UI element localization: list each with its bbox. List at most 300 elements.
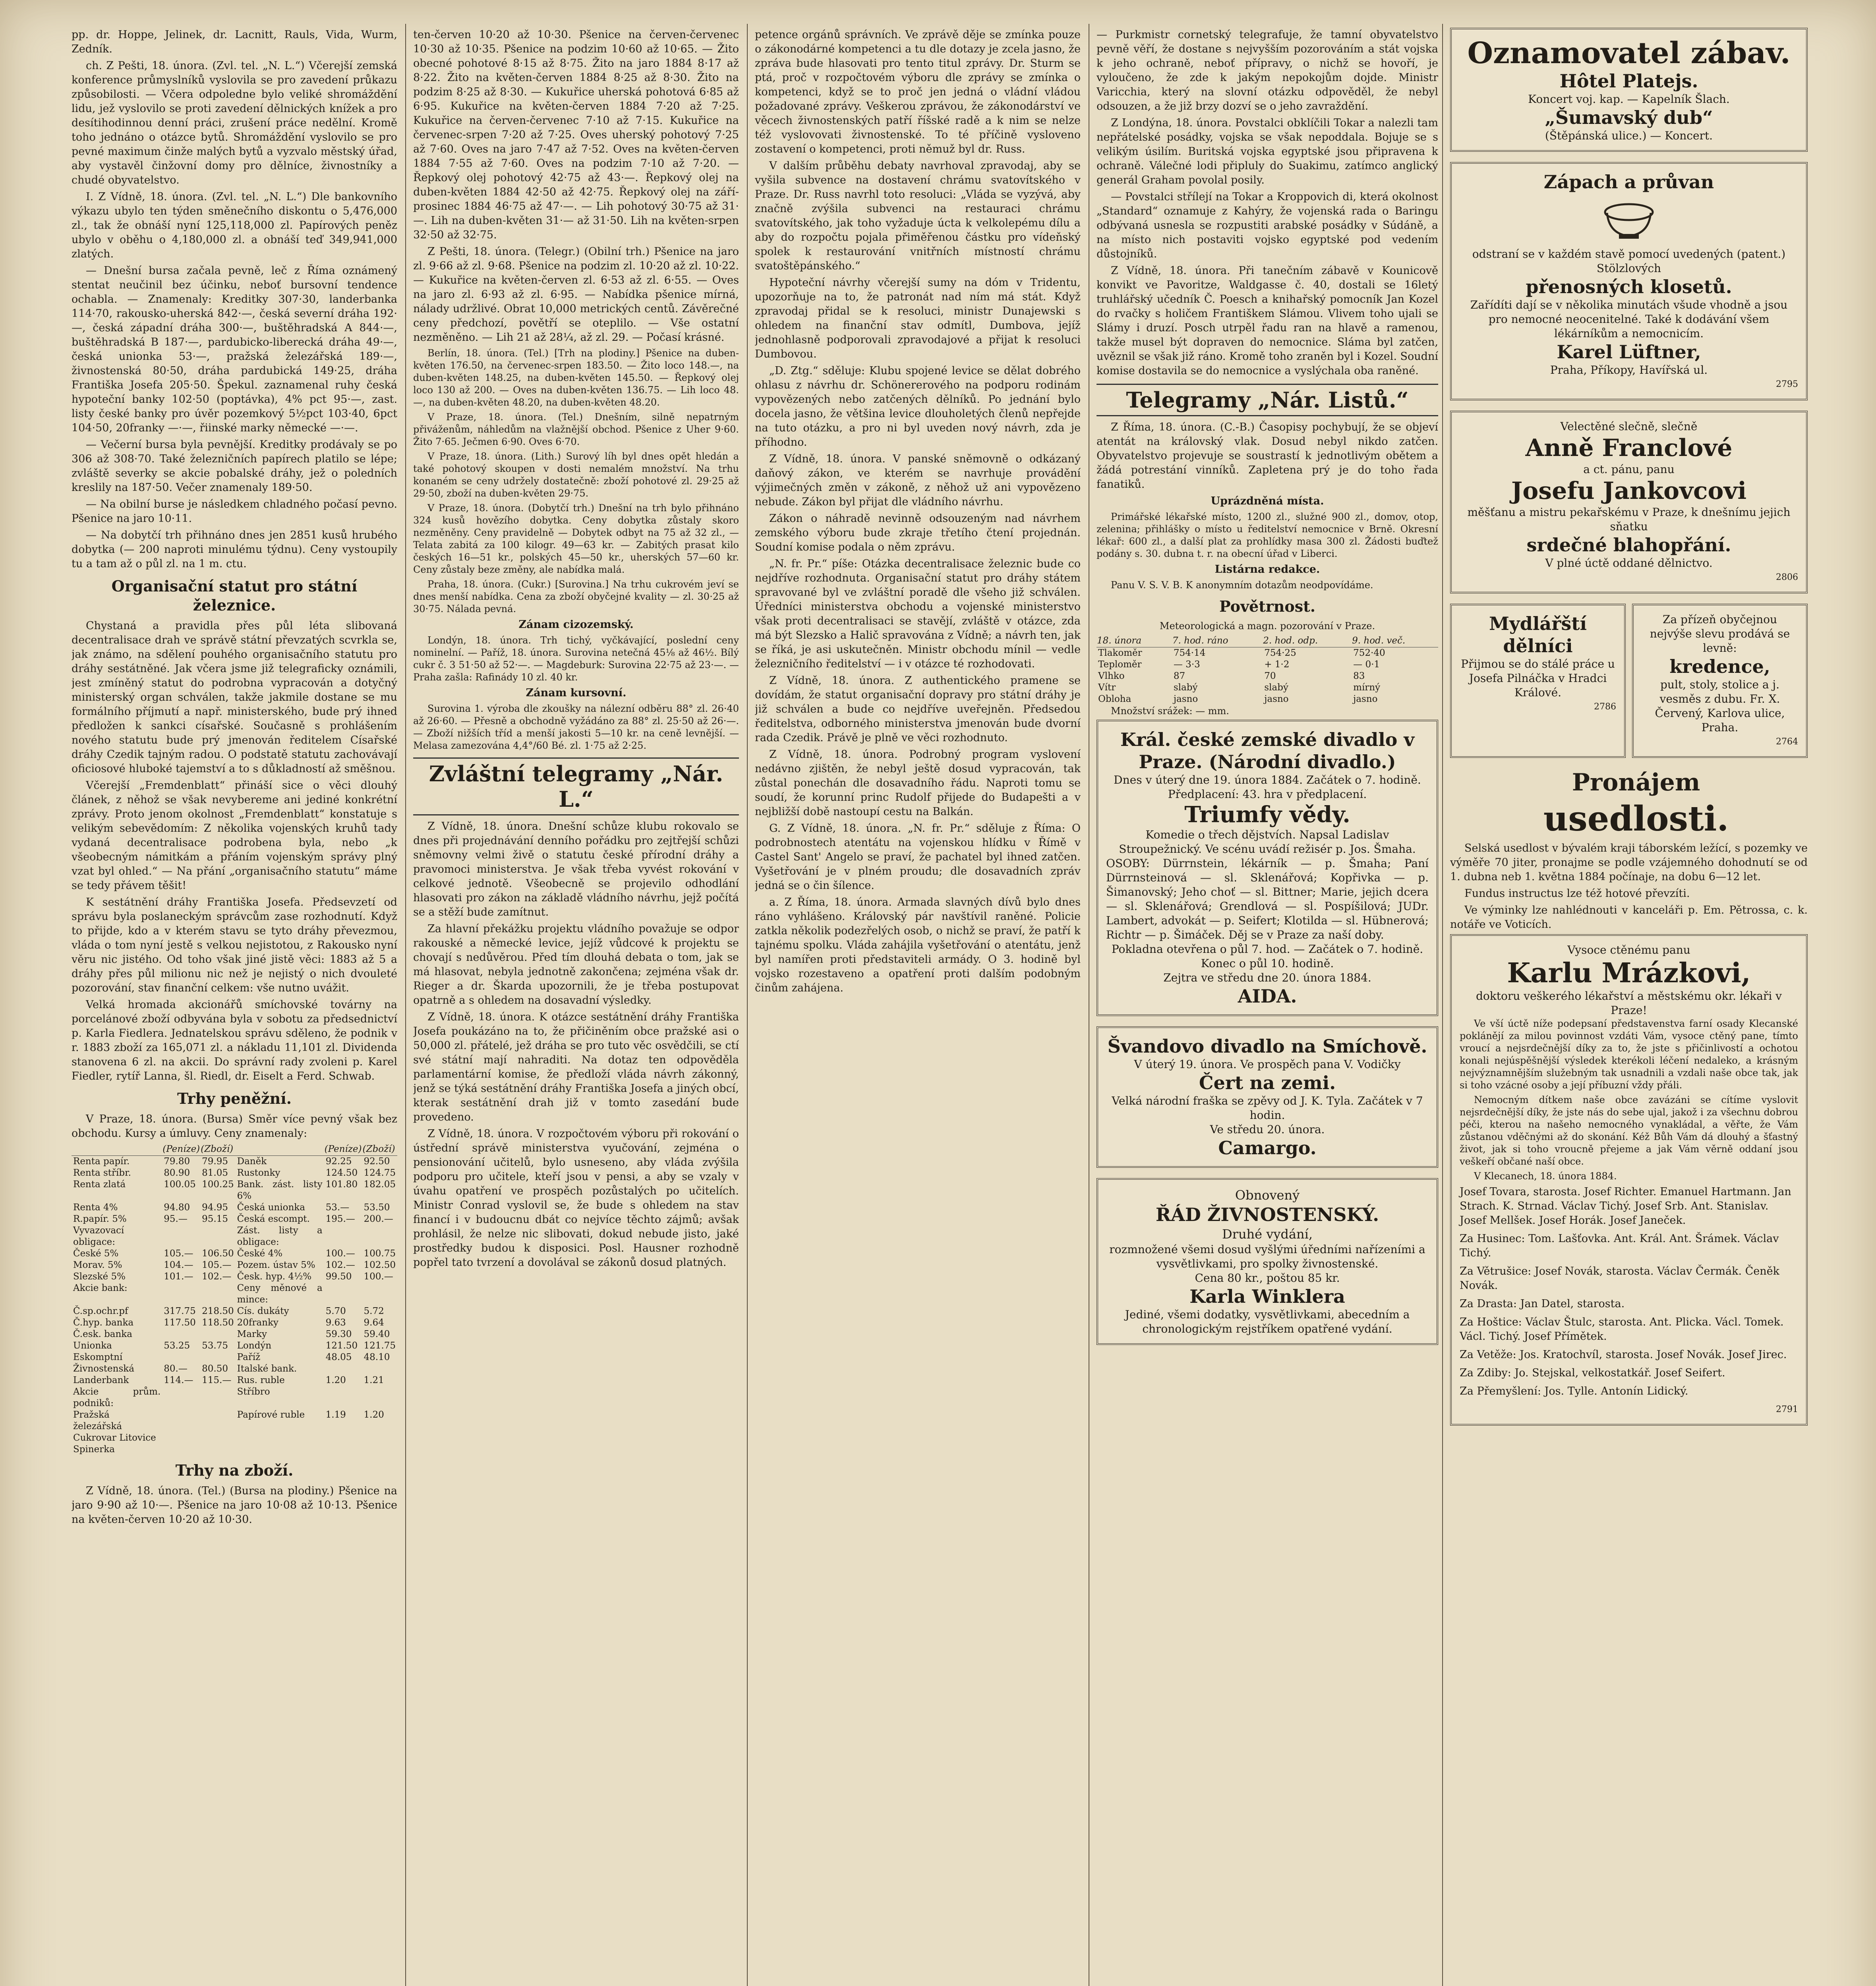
column-rule xyxy=(405,24,406,1986)
table-cell: Tlakoměr xyxy=(1098,648,1142,658)
article-text: — Dnešní bursa začala pevně, leč z Říma oznámený stentat neučinil bez účinku, neboť bursovní tendence ochabla. — Znamenaly: Kreditky 307·30, landerbanka 114·70, rakousko-uherská 842·—, česká severní dráha 192·—, česká západní dráha 300·—, buštěhradská A 844·—, buštěhradská B 187·—, pardubicko-liberecká dráha 49·—, česká unionka 53·—, pražská železářská 189·—, živnostenská 80·50, dráha pardubická 149·25, dráha Františka Josefa 205·50. Špekul. zaznamenal ruhy česká hypoteční banky 102·50 (poptávka), 4% pct 95·—, zast. listy české banky pro úvěr pozemkový 5½pct 103·40, 6pct 104·50, 20franky —·—, řiinské marky německé —·—. xyxy=(72,265,397,434)
table-cell xyxy=(162,1386,200,1409)
table-cell: 101.— xyxy=(164,1271,193,1282)
closet-ad-text: Zařídíti dají se v několika minutách všude vhodně a jsou pro nemocné neocenitelné. Také k dodávání všem lékárníkům a nemocnicím. xyxy=(1470,298,1788,340)
weather-table xyxy=(1097,635,1438,705)
table-cell: 754·14 xyxy=(1173,648,1206,658)
table-cell: slabý xyxy=(1264,682,1288,693)
table-cell: Bank. zást. listy 6% xyxy=(237,1179,323,1201)
ad-number: 2786 xyxy=(1594,702,1616,712)
table-cell: Stříbro xyxy=(237,1387,270,1397)
table-cell: Renta 4% xyxy=(73,1202,118,1213)
article-text: petence orgánů správních. Ve zprávě děje se zmínka pouze o zákonodárné kompetenci a tu dle dotazy je zcela jasno, že zpráva bude hlasovati pro tento titul zprávy. Dr. Sturm se ptá, proč v rozpočtovém výboru dle zprávy se zmínka o kompetenci, když se to proč jen jedná o vládní vládou požadované zprávy. Veškerou zprávou, že zákonodárství ve věcech živnostenských patří říšské radě a k nim se nelze též vyslovovati živnostenské. To té příčině vysloveno zostavení o kompetenci, proti němuž byl dr. Russ. xyxy=(755,29,1081,155)
table-cell: Londýn xyxy=(237,1341,272,1351)
article-text: — Purkmistr cornetský telegrafuje, že tamní obyvatelstvo pevně věří, že dostane s nejvyšším pozorováním a stát vojska k jeho ochraně, neboť přípravy, o nichž se hovoří, je vyloučeno, že zde k jakým nepokojům dojde. Ministr Varicchia, který na slovní otázku odpověděl, že nebyl odsouzen, a že již brzy dozví se o jeho zavraždění. xyxy=(1097,29,1438,112)
closet-ad-sub: odstraní se v každém stavě pomocí uvedených (patent.) Stölzlových xyxy=(1472,247,1786,275)
column-3 xyxy=(755,28,1081,1986)
table-header: 7. hod. ráno xyxy=(1172,635,1263,647)
table-cell xyxy=(200,1225,235,1248)
table-row xyxy=(1097,682,1438,694)
article-text: Za hlavní překážku projektu vládního považuje se odpor rakouské a německé levice, jejíž vůdcové k projektu se chovají s nedůvěrou. Před tím dlouhá debata o tom, jak se má hlasovat, nebyla jednotně zakončena; zejména však dr. Rieger a dr. Škarda upozornili, že je třeba postupovat opatrně a s ohledem na dosavadní výsledky. xyxy=(413,923,739,1007)
exchange-table xyxy=(72,1143,397,1455)
bride-name: Anně Franclové xyxy=(1525,434,1733,462)
table-cell: 101.80 xyxy=(325,1179,358,1190)
table-cell: 94.80 xyxy=(164,1202,190,1213)
table-cell: Akcie bank: xyxy=(73,1283,128,1293)
table-cell: Vítr xyxy=(1098,682,1116,693)
book-ad-publisher: Karla Winklera xyxy=(1189,1286,1345,1307)
thanks-line: doktoru veškerého lékařství a městskému okr. lékaři v Praze! xyxy=(1476,989,1782,1017)
dub-sub: (Štěpánská ulice.) — Koncert. xyxy=(1545,129,1713,142)
play-title: Triumfy vědy. xyxy=(1184,802,1350,828)
table-cell: Daněk xyxy=(237,1156,267,1167)
entertainment-ad xyxy=(1450,28,1808,152)
table-cell: 118.50 xyxy=(202,1318,234,1328)
list-item: Za Přemyšlení: Jos. Tylle. Antonín Lidický. xyxy=(1460,1385,1688,1397)
list-item: Josef Tovara, starosta. Josef Richter. Emanuel Hartmann. Jan Strach. K. Strnad. Václav Tichý. Josef Srb. Ant. Stanislav. Josef Mellšek. Josef Horák. Josef Janeček. xyxy=(1460,1186,1791,1227)
table-header: (Zboží) xyxy=(362,1143,398,1156)
table-cell: 48.10 xyxy=(364,1352,390,1362)
table-cell: 1.20 xyxy=(325,1375,346,1385)
table-cell xyxy=(362,1283,398,1306)
table-cell: 100.75 xyxy=(364,1248,396,1259)
article-text: ch. Z Pešti, 18. února. (Zvl. tel. „N. L.“) Včerejší zemská konference průmyslníků vyslovila se pro zavedení průkazu způsobilosti. — Včera odpoledne bylo veliké shromáždění lidu, jež vyslovilo se proti zavedení dělnických knížek a pro desítihodinnou denní práci, zrušení práce nedělní. Kromě toho jednáno o otázce bytů. Shromáždění vyslovilo se pro pevné maximum činže malých bytů a vyzvalo městský úřad, aby vystavěl činžovní domy pro dělníce, živnostníky a chudé obyvatelstvo. xyxy=(72,60,397,186)
table-cell: 102.— xyxy=(202,1271,232,1282)
table-cell: 48.05 xyxy=(325,1352,352,1362)
dub-name: „Šumavský dub“ xyxy=(1545,107,1713,128)
book-ad-line: Obnovený xyxy=(1235,1188,1300,1203)
table-cell: Renta papír. xyxy=(73,1156,130,1167)
article-text: Londýn, 18. února. Trh tichý, vyčkávající, poslední ceny nominelní. — Paříž, 18. února. Surovina netečná 45⅛ až 46½. Bílý cukr č. 3 51·50 až 52·—. — Magdeburk: Surovina 22·75 až 23·—. — Praha zašla: Rafinády 10 zl. 40 kr. xyxy=(413,635,739,683)
table-cell: R.papír. 5% xyxy=(73,1214,127,1224)
table-cell: 102.50 xyxy=(364,1260,396,1270)
table-cell: 218.50 xyxy=(202,1306,234,1316)
table-row xyxy=(72,1352,397,1363)
table-cell xyxy=(200,1432,235,1444)
table-cell xyxy=(324,1363,362,1375)
column-1 xyxy=(72,28,397,1986)
table-cell xyxy=(162,1409,200,1432)
table-cell: České 4% xyxy=(237,1248,283,1259)
table-cell xyxy=(324,1283,362,1306)
table-cell: Renta stříbr. xyxy=(73,1168,131,1178)
table-cell: 95.15 xyxy=(202,1214,228,1224)
table-cell: 92.50 xyxy=(364,1156,390,1167)
thanks-text: Ve vší úctě níže podepsaní představenstva farní osady Klecanské poklánějí za milou povinnost vzdáti Vám, vysoce ctěný pane, tímto vroucí a nejsrdečnější díky za to, že jste s přičinlivostí a ochotou konali nejúspěšnější výsledek kterékoli léčení nedaleko, a krásným nejvýznamnějším služebným tak usnadnili a vzdali naše obce tak, jak si toho vzácné osoby a její příbuzní vždy přáli. xyxy=(1460,1018,1798,1091)
section-heading: Telegramy „Nár. Listů.“ xyxy=(1097,384,1438,416)
list-item: Za Drasta: Jan Datel, starosta. xyxy=(1460,1298,1625,1310)
article-text: Z Londýna, 18. února. Povstalci obklíčili Tokar a nalezli tam nepřátelské posádky, vojska se však nepoddala. Bojuje se s velikým úsilím. Buritská vojska egyptské jsou připravena k ochraně. Válečné lodi připluly do Suakimu, zatímco anglický generál Graham povolal posily. xyxy=(1097,117,1438,186)
greeting-wish: srdečné blahopřání. xyxy=(1526,534,1731,556)
table-cell xyxy=(200,1444,235,1455)
thanks-line: Vysoce ctěnému panu xyxy=(1567,943,1690,956)
section-heading: Zvláštní telegramy „Nár. L.“ xyxy=(413,757,739,815)
lease-heading: Pronájem xyxy=(1572,769,1700,796)
table-cell: 121.50 xyxy=(325,1341,358,1351)
table-cell: 53.75 xyxy=(202,1341,228,1351)
article-text: Praha, 18. února. (Cukr.) [Surovina.] Na trhu cukrovém jeví se dnes menší nabídka. Cena za zboží obyčejné kvality — zl. 30·25 až 30·75. Nálada pevná. xyxy=(413,579,739,614)
article-text: Z Vídně, 18. února. Z authentického pramene se dovídám, že statut organisační dopravy pro státní dráhy je již schválen a bude co nejdříve uveřejněn. Předsedou ředitelstva, odborného ministerstva jmenován bude dvorní rada Czedik. Právě je plně ve věci rozhodnuto. xyxy=(755,674,1081,744)
table-row xyxy=(1097,659,1438,670)
table-cell: 95.— xyxy=(164,1214,188,1224)
column-2 xyxy=(413,28,739,1986)
svanda-next: Ve středu 20. února. xyxy=(1210,1123,1325,1136)
table-cell: Vyvazovací obligace: xyxy=(73,1225,124,1247)
table-cell: jasno xyxy=(1264,694,1289,704)
table-row xyxy=(72,1409,397,1432)
table-cell: Papírové ruble xyxy=(237,1410,305,1420)
play-times: Pokladna otevřena o půl 7. hod. — Začátek o 7. hodině. Konec o půl 10. hodině. xyxy=(1111,943,1423,970)
table-cell: Marky xyxy=(237,1329,267,1339)
article-text: „N. fr. Pr.“ píše: Otázka decentralisace železnic bude co nejdříve rozhodnuta. Organisační statut pro dráhy státem spravované byl ve zvláštní poradě dle všeho již schválen. Úředníci ministerstva obchodu a vojenské ministerstvo však proti decentralisaci se stavějí, zvláště v otázce, zda má být Slezsko a Halič spravována z Vídně; a návrh ten, jak se říká, je asi uskutečněn. Ministr obchodu mínil — vedle železničního ředitelství — i v otázce té rozhodovati. xyxy=(755,558,1081,670)
table-cell: 100.25 xyxy=(202,1179,234,1190)
svanda-play2: Camargo. xyxy=(1218,1137,1317,1159)
table-cell: 117.50 xyxy=(164,1318,196,1328)
table-cell: Eskomptní xyxy=(73,1352,123,1362)
table-cell: 83 xyxy=(1353,671,1365,681)
table-cell xyxy=(236,1444,324,1455)
ad-number: 2795 xyxy=(1776,379,1798,389)
table-cell xyxy=(362,1225,398,1248)
table-cell: jasno xyxy=(1353,694,1378,704)
table-cell: 87 xyxy=(1173,671,1186,681)
table-cell xyxy=(362,1432,398,1444)
table-cell: Česk. hyp. 4½% xyxy=(237,1271,312,1282)
table-row xyxy=(72,1283,397,1306)
table-cell: 1.20 xyxy=(364,1410,384,1420)
ad-number: 2791 xyxy=(1776,1404,1798,1414)
table-row xyxy=(72,1317,397,1329)
list-item: Za Zdiby: Jo. Stejskal, velkostatkář. Josef Seifert. xyxy=(1460,1367,1725,1379)
table-row xyxy=(72,1306,397,1317)
lease-text: Fundus instructus lze též hotové převzíti. xyxy=(1464,887,1690,900)
table-row xyxy=(1097,647,1438,659)
next-date: Zejtra ve středu dne 20. února 1884. xyxy=(1163,971,1371,984)
table-cell: Obloha xyxy=(1098,694,1131,704)
table-cell: 195.— xyxy=(325,1214,355,1224)
table-cell: Slezské 5% xyxy=(73,1271,126,1282)
soapmaker-title: Mydlářští dělníci xyxy=(1489,613,1587,657)
article-text: Surovina 1. výroba dle zkoušky na nálezní odběru 88° zl. 26·40 až 26·60. — Přesně a obchodně vyžádáno za 88° zl. 25·50 až 26·—. — Zboží nižších tříd a menší jakosti 5—10 kr. na ceně levnější. — Melasa zamezována 4,4°/60 Bé. zl. 1·75 až 2·25. xyxy=(413,703,739,751)
table-cell: 104.— xyxy=(164,1260,193,1270)
article-text: V Praze, 18. února. (Bursa) Směr více pevný však bez obchodu. Kursy a úmluvy. Ceny znamenaly: xyxy=(72,1113,397,1140)
table-row xyxy=(72,1156,397,1168)
signers-list xyxy=(1460,1185,1798,1399)
table-row xyxy=(72,1363,397,1375)
play-cast: OSOBY: Dürrnstein, lékárník — p. Šmaha; Paní Dürrnsteinová — sl. Sklenářová; Kopřivka — p. Šimanovský; Jeho choť — sl. Bittner; Marie, jejich dcera — sl. Sklenářová; Grendlová — sl. Pospíšilová; JUDr. Lambert, advokát — p. Seifert; Klotilda — sl. Hübnerová; Richtr — p. Šimáček. Děj se v Praze za naší doby. xyxy=(1106,857,1429,941)
table-cell: 81.05 xyxy=(202,1168,228,1178)
table-header: (Peníze) xyxy=(324,1143,362,1156)
table-cell: 99.50 xyxy=(325,1271,352,1282)
table-cell xyxy=(362,1363,398,1375)
table-cell: mírný xyxy=(1353,682,1381,693)
table-cell: 752·40 xyxy=(1353,648,1385,658)
table-row xyxy=(72,1432,397,1444)
table-cell xyxy=(200,1352,235,1363)
table-cell: slabý xyxy=(1173,682,1198,693)
table-row xyxy=(1097,670,1438,682)
table-cell: 100.05 xyxy=(164,1179,196,1190)
table-cell xyxy=(362,1444,398,1455)
svanda-play: Čert na zemi. xyxy=(1199,1072,1336,1093)
article-text: „D. Ztg.“ sděluje: Klubu spojené levice se dělat dobrého ohlasu z návrhu dr. Schönererového na podporu rodinám vypovězených nebo zatčených dělníků. Po jednání bylo docela jasno, že většina levice dlouholetých členů nepřejde na tuto otázku, a pro ni byl uveden nový návrh, zda je příhodno. xyxy=(755,365,1081,448)
article-text: V dalším průběhu debaty navrhoval zpravodaj, aby se vyšila subvence na dostavení chrámu svatovítského v Praze. Dr. Russ navrhl toto resoluci: „Vláda se vyzývá, aby značně zvýšila subvenci na restauraci chrámu svatovítského, jak toho vyžaduje úcta k velkolepému dílu a aby do rozpočtu pojala přiměřenou částku pro vídeňský spolek k restaurování vnitřních místností chrámu svatoštěpánského.“ xyxy=(755,160,1081,272)
cupboard-title: kredence, xyxy=(1669,656,1770,677)
table-cell: 53.— xyxy=(325,1202,350,1213)
article-text: pp. dr. Hoppe, Jelinek, dr. Lacnitt, Rauls, Vida, Wurm, Zedník. xyxy=(72,29,397,55)
greeting-line: Velectěné slečně, slečně xyxy=(1560,420,1698,433)
table-cell: jasno xyxy=(1173,694,1198,704)
table-cell: 200.— xyxy=(364,1214,393,1224)
table-cell xyxy=(162,1225,200,1248)
table-cell: 115.— xyxy=(202,1375,232,1385)
svanda-date: V úterý 19. února. Ve prospěch pana V. Vodičky xyxy=(1134,1058,1401,1071)
table-cell: 102.— xyxy=(325,1260,355,1270)
table-cell: 5.70 xyxy=(325,1306,346,1316)
closet-ad-product: přenosných klosetů. xyxy=(1526,276,1732,298)
table-cell: 317.75 xyxy=(164,1306,196,1316)
table-cell: 79.95 xyxy=(202,1156,228,1167)
entertainment-title: Oznamovatel zábav. xyxy=(1467,36,1791,70)
ad-number: 2806 xyxy=(1776,572,1798,582)
article-text: Z Vídně, 18. února. Při tanečním zábavě v Kounicově konvikt ve Pavoritze, Waldgasse č. 40, dostali se 16letý truhlářský učedník Č. Poesch a knihařský pomocník Jan Kozel do rvačky s holičem Františkem Slámou. Vlivem toho ujali se Slámy i druzí. Posch utrpěl řadu ran na hlavě a ramenou, takže musel být dopraven do nemocnice. Sláma byl zatčen, uvěznil se však již ráno. Kromě toho zraněn byl i Kozel. Soudní komise dostavila se do nemocnice a vyslýchala oba raněné. xyxy=(1097,265,1438,377)
book-ad-line: rozmnožené všemi dosud vyšlými úředními nařízeními a vysvětlivkami, pro spolky živnostenské. xyxy=(1109,1243,1425,1270)
article-text: — Na obilní burse je následkem chladného počasí pevno. Pšenice na jaro 10·11. xyxy=(72,498,397,525)
closet-ad-merchant: Karel Lüftner, xyxy=(1557,341,1701,363)
doctor-name: Karlu Mrázkovi, xyxy=(1507,957,1751,989)
table-cell xyxy=(200,1409,235,1432)
table-cell xyxy=(324,1444,362,1455)
table-cell: Živnostenská xyxy=(73,1364,134,1374)
thanks-ad xyxy=(1450,934,1808,1426)
table-header: 18. února xyxy=(1097,635,1172,647)
table-cell: Cukrovar Litovice xyxy=(73,1433,156,1443)
table-row xyxy=(72,1375,397,1386)
table-cell: 100.— xyxy=(325,1248,355,1259)
svanda-theatre-ad xyxy=(1097,1026,1438,1168)
hotel-name: Hôtel Platejs. xyxy=(1559,70,1698,92)
table-cell: Akcie prům. podniků: xyxy=(73,1387,161,1408)
article-text: Berlín, 18. února. (Tel.) [Trh na plodiny.] Pšenice na duben-květen 176.50, na červenec-srpen 183.50. — Žito loco 148.—, na duben-květen 148.25, na duben-květen 145.50. — Řepkový olej loco 130 až 200. — Oves na duben-květen 136.75. — Lih loco 48.—, na duben-květen 48.20, na duben-květen 48.20. xyxy=(413,348,739,408)
article-text: Z Vídně, 18. února. V rozpočtovém výboru při rokování o ústřední správě ministerstva vyučování, zejména o pensionování učitelů, bylo usneseno, aby vláda zvýšila podporu pro učitele, kteří jsou v pensi, a aby se vzaly v úvahu opatření ve prospěch pozůstalých po učitelích. Ministr Conrad vyslovil se, že bude s ohledem na stav financí i v budoucnu dbát co nejvíce těchto zájmů; avšak prohlásil, že nelze nic slibovati, dokud nebude jisto, jaké prostředky budou k disposici. Posl. Hausner rozhodně popřel tato tvrzení a dovolával se zákonů dosud platných. xyxy=(413,1128,739,1269)
article-text: Velká hromada akcionářů smíchovské továrny na porcelánové zboží odbyvána byla v sobotu za předsednictví p. Karla Fiedlera. Jednatelskou správu sděleno, že podnik v r. 1883 zboží za 165,071 zl. a nákladu 11,101 zl. Dividenda stanovena 6 zl. na akcii. Do správní rady zvoleni p. Karel Fiedler, rytíř Lanna, šl. Riedl, dr. Eiselt a Ferd. Schwab. xyxy=(72,999,397,1082)
article-text: Z Vídně, 18. února. Dnešní schůze klubu rokovalo se dnes při projednávání denního pořádku pro zejtřejší schůzi sněmovny velmi živě o statutu české přírodní dráhy a pravomoci ministerstva. Je však třeba vyvést rokování v celkové jednotě. Všeobecně se projevilo odhodlání hlasovati pro zákon na základě vládního návrhu, jejž počítá se a stěží bude zamítnut. xyxy=(413,820,739,918)
toilet-illustration xyxy=(1597,196,1661,240)
table-cell: 70 xyxy=(1264,671,1276,681)
table-cell: Vlhko xyxy=(1098,671,1125,681)
subheading: Zánam kursovní. xyxy=(526,687,627,699)
table-cell: 124.75 xyxy=(364,1168,396,1178)
table-cell: 114.— xyxy=(164,1375,193,1385)
table-cell xyxy=(200,1283,235,1306)
table-header xyxy=(236,1143,324,1156)
table-cell: 106.50 xyxy=(202,1248,234,1259)
table-row xyxy=(72,1340,397,1352)
table-cell xyxy=(324,1386,362,1409)
table-cell: Č.sp.ochr.pf xyxy=(73,1306,128,1316)
closet-ad-title: Zápach a průvan xyxy=(1543,171,1714,193)
column-rule xyxy=(1442,24,1443,1986)
table-cell: Unionka xyxy=(73,1341,112,1351)
table-cell: 754·25 xyxy=(1264,648,1296,658)
greeting-line: a ct. pánu, panu xyxy=(1583,463,1675,476)
table-row xyxy=(72,1386,397,1409)
soapmaker-ad xyxy=(1450,604,1626,758)
table-cell: 105.— xyxy=(164,1248,193,1259)
table-row xyxy=(1097,694,1438,705)
table-cell: 94.95 xyxy=(202,1202,228,1213)
table-cell xyxy=(324,1225,362,1248)
table-cell: Č.esk. banka xyxy=(73,1329,132,1339)
table-cell: 124.50 xyxy=(325,1168,358,1178)
list-item: Za Hoštice: Václav Štulc, starosta. Ant. Plicka. Václ. Tomek. Václ. Tichý. Josef Přímětek. xyxy=(1460,1316,1784,1343)
table-cell: České 5% xyxy=(73,1248,119,1259)
table-cell: Morav. 5% xyxy=(73,1260,122,1270)
svanda-title: Švandovo divadlo na Smíchově. xyxy=(1107,1036,1427,1057)
table-cell: 53.50 xyxy=(364,1202,390,1213)
article-text: Z Říma, 18. února. (C.-B.) Časopisy pochybují, že se objeví atentát na královský vlak. Dosud nebyl nikdo zatčen. Obyvatelstvo projevuje se soustrastí k jednotlivým obětem a žádá potrestání vinníků. Zapletena prý je do toho řada fanatiků. xyxy=(1097,421,1438,491)
table-cell xyxy=(162,1283,200,1306)
theatre-date: Dnes v úterý dne 19. února 1884. Začátek o 7. hodině. Předplacení: 43. hra v předplacení. xyxy=(1114,773,1421,801)
article-text: Z Pešti, 18. února. (Telegr.) (Obilní trh.) Pšenice na jaro zl. 9·66 až zl. 9·68. Pšenice na podzim zl. 10·20 až zl. 10·22. — Kukuřice na květen-červen zl. 6·53 až zl. 6·55. — Oves na jaro zl. 6·93 až zl. 6·95. — Nabídka pšenice mírná, nálady udržlivé. Obrat 10,000 metrických centů. Závěrečné ceny předchozí, povětří se oteplilo. — Vše ostatní nezměněno. — Lih 21 až 28¼, až zl. 29. — Počasí krásné. xyxy=(413,245,739,344)
play-subtitle: Komedie o třech dějstvích. Napsal Ladislav Stroupežnický. Ve scénu uvádí režisér p. Jos. Šmaha. xyxy=(1119,828,1416,856)
table-cell: Pozem. ústav 5% xyxy=(237,1260,315,1270)
table-cell: 105.— xyxy=(202,1260,232,1270)
ad-number: 2764 xyxy=(1776,737,1798,747)
table-cell: Česká unionka xyxy=(237,1202,305,1213)
greeting-signature: V plné úctě oddané dělnictvo. xyxy=(1545,556,1713,570)
svanda-play-sub: Velká národní fraška se zpěvy od J. K. Tyla. Začátek v 7 hodin. xyxy=(1112,1094,1423,1122)
table-header: 2. hod. odp. xyxy=(1263,635,1352,647)
article-text: Z Vídně, 18. února. V panské sněmovně o odkázaný daňový zákon, ve kterém se navrhuje provádění výjimečných změn v zákoně, z něhož už ani vypovězeno nebude. Zákon byl přijat dle vládního návrhu. xyxy=(755,453,1081,508)
greeting-line: měšťanu a mistru pekařskému v Praze, k dnešnímu jejich sňatku xyxy=(1467,506,1791,533)
small-ads-row xyxy=(1450,604,1808,758)
table-cell xyxy=(162,1329,200,1340)
table-cell xyxy=(162,1432,200,1444)
table-cell xyxy=(362,1386,398,1409)
table-cell: Ceny měnové a mince: xyxy=(237,1283,323,1305)
table-header: (Peníze) xyxy=(162,1143,200,1156)
hotel-sub: Koncert voj. kap. — Kapelník Šlach. xyxy=(1528,93,1730,106)
wedding-greeting xyxy=(1450,411,1808,593)
soapmaker-text: Přijmou se do stálé práce u Josefa Pilnáčka v Hradci Králové. xyxy=(1461,657,1615,699)
column-5 xyxy=(1450,28,1808,1986)
book-ad-line: Druhé vydání, xyxy=(1222,1227,1313,1242)
table-cell: 59.40 xyxy=(364,1329,390,1339)
article-text: G. Z Vídně, 18. února. „N. fr. Pr.“ sděluje z Říma: O podrobnostech atentátu na vojenskou hlídku v Římě v Castel Sant' Angelo se praví, že pachatel byl ihned zatčen. Vyšetřování je v plném proudu; dle dosavadních zpráv jedná se o čin šílence. xyxy=(755,822,1081,892)
closet-ad-address: Praha, Příkopy, Havířská ul. xyxy=(1550,363,1708,377)
table-header: (Zboží) xyxy=(200,1143,235,1156)
table-row xyxy=(72,1179,397,1202)
table-cell xyxy=(200,1386,235,1409)
thanks-text: Nemocným dítkem naše obce zavázáni se cítíme vyslovit nejsrdečnější díky, že jste nás do sebe ujal, jakož i za všechnu dobrou péči, kterou na našeho nemocného vynakládal, a věřte, že Vám zůstanou vděčnými až do skonání. Kéž Bůh Vám dá dlouhý a šťastný život, jak si toho vroucně přejeme a jak Vám věrně oddaní jsou veškeří občané naší obce. xyxy=(1460,1094,1798,1167)
table-cell: 80.— xyxy=(164,1364,188,1374)
groom-name: Josefu Jankovcovi xyxy=(1511,477,1747,505)
table-cell: Rus. ruble xyxy=(237,1375,285,1385)
table-cell: 5.72 xyxy=(364,1306,384,1316)
article-text: — Povstalci střílejí na Tokar a Kroppovich di, která okolnost „Standard“ oznamuje z Kahýry, že vojenská rada o Baringu odbývaná usnesla se rozpustiti arabské posádky v Súdáně, a na místo nich postaviti vojsko egyptské pod vedením důstojníků. xyxy=(1097,191,1438,260)
table-cell: 9.64 xyxy=(364,1318,384,1328)
section-heading: Organisační statut pro státní železnice. xyxy=(111,577,358,614)
table-cell: Paříž xyxy=(237,1352,261,1362)
table-cell: Cís. dukáty xyxy=(237,1306,289,1316)
list-item: Za Vetěže: Jos. Kratochvíl, starosta. Josef Novák. Josef Jirec. xyxy=(1460,1348,1787,1361)
table-cell: 80.90 xyxy=(164,1168,190,1178)
table-cell: — 0·1 xyxy=(1353,659,1380,670)
book-ad-title: ŘÁD ŽIVNOSTENSKÝ. xyxy=(1155,1204,1379,1225)
article-text: Z Vídně, 18. února. K otázce sestátnění dráhy Františka Josefa poukázáno na to, že přičiněním obce pražské asi o 50,000 zl. přátelé, jež dráha se pro tuto věc osvědčili, se ctí své státní mají nahraditi. Na dotaz ten odpověděla parlamentární komise, že předloží vláda návrh zákonný, jenž se týká sestátnění dráhy Františka Josefa a jiných obcí, kterak sestátnění drah již v tomto zasedání bude provedeno. xyxy=(413,1011,739,1123)
article-text: ten-červen 10·20 až 10·30. Pšenice na červen-červenec 10·30 až 10·35. Pšenice na podzim 10·60 až 10·65. — Žito obecné pohotové 8·15 až 8·75. Žito na jaro 1884 8·17 až 8·22. Žito na květen-červen 1884 8·25 až 8·30. Žito na podzim 8·25 až 8·30. — Kukuřice uherská pohotová 6·85 až 6·95. Kukuřice na květen-červen 1884 7·20 až 7·25. Kukuřice na červen-červenec 7·10 až 7·15. Kukuřice na červenec-srpen 7·20 až 7·25. Oves uherský pohotový 7·25 až 7·60. Oves na jaro 7·47 až 7·52. Oves na květen-červen 1884 7·55 až 7·60. Oves na podzim 7·10 až 7·20. — Řepkový olej pohotový 42·75 až 43·—. Řepkový olej na duben-květen 1884 42·50 až 42·75. Řepkový olej na září-prosinec 1884 46·75 až 47·—. — Lih pohotový 30·75 až 31·—. Lih na duben-květen 31·— až 31·50. Lih na květen-srpen 32·50 až 32·75. xyxy=(413,29,739,241)
theatre-title: Král. české zemské divadlo v Praze. (Národní divadlo.) xyxy=(1120,729,1415,773)
table-cell: 92.25 xyxy=(325,1156,352,1167)
book-ad-price: Cena 80 kr., poštou 85 kr. xyxy=(1195,1271,1340,1285)
table-header: 9. hod. več. xyxy=(1352,635,1438,647)
table-cell: 20franky xyxy=(237,1318,278,1328)
table-cell: 59.30 xyxy=(325,1329,352,1339)
table-row xyxy=(72,1271,397,1283)
table-cell: Rustonky xyxy=(237,1168,280,1178)
table-row xyxy=(72,1213,397,1225)
table-cell: Teploměr xyxy=(1098,659,1142,670)
article-text: V Praze, 18. února. (Lith.) Surový líh byl dnes opět hledán a také pohotový skoupen v dosti nemalém množství. Na trhu konaném se ceny udržely dostatečně: zboží pohotové zl. 29·25 až 29·50, zboží na duben-květen 29·75. xyxy=(413,451,739,499)
lease-text: Ve výminky lze nahlédnouti v kanceláři p. Em. Pětrossa, c. k. notáře ve Voticích. xyxy=(1450,904,1808,931)
cupboard-ad xyxy=(1632,604,1808,758)
article-text: Z Vídně, 18. února. Podrobný program vyslovení nedávno zjištěn, že nebyl ještě dosud vypracován, tak zůstal ponechán dle dosavadního řádu. Naproti tomu se soudí, že korunní princ Rudolf přijede do Budapešti a v nejbližší době nastoupí cestu na Balkán. xyxy=(755,748,1081,818)
table-cell: 53.25 xyxy=(164,1341,190,1351)
table-cell xyxy=(162,1352,200,1363)
article-text: I. Z Vídně, 18. února. (Zvl. tel. „N. L.“) Dle bankovního výkazu ubylo ten týden směnečního diskontu o 5,476,000 zl., tak že obnáší nyní 125,118,000 zl. Papírových peněz ubylo v oběhu o 4,180,000 zl. a obnáší teď 349,941,000 zlatých. xyxy=(72,191,397,260)
article-text: — Večerní bursa byla pevnější. Kreditky prodávaly se po 306 až 308·70. Také železničních papírech platilo se lépe; zvláště severky se akcie pobalské dráhy, jež o poledních kreslily na 187·50. Večer znamenaly 189·50. xyxy=(72,439,397,494)
table-cell: Č.hyp. banka xyxy=(73,1318,134,1328)
article-text: Zákon o náhradě nevinně odsouzeným nad návrhem zemského výboru bude zkraje třetího čtení projednán. Soudní komise podala o něm zprávu. xyxy=(755,512,1081,553)
table-cell: — 3·3 xyxy=(1173,659,1200,670)
article-text: Hypoteční návrhy včerejší sumy na dóm v Tridentu, upozorňuje na to, že patronát nad ním má stát. Když zpravodaj přidal se k resoluci, ministr Dunajewski s ohledem na finanční stav odmítl, Dumbova, jejíž jednohlasně podporovali zpravodajové a přijat k resoluci Dumbovou. xyxy=(755,276,1081,360)
table-cell: Landerbank xyxy=(73,1375,129,1385)
list-item: Za Husinec: Tom. Lašťovka. Ant. Král. Ant. Šrámek. Václav Tichý. xyxy=(1460,1233,1779,1259)
subheading: Listárna redakce. xyxy=(1215,563,1320,576)
table-cell: Zást. listy a obligace: xyxy=(237,1225,323,1247)
lease-title: usedlosti. xyxy=(1543,799,1729,839)
table-row xyxy=(72,1248,397,1260)
column-rule xyxy=(747,24,748,1986)
theatre-ad xyxy=(1097,720,1438,1016)
cupboard-text: Za přízeň obyčejnou nejvýše slevu prodává se levně: xyxy=(1650,613,1790,655)
weather-note: Množství srážek: — mm. xyxy=(1111,705,1229,717)
subheading: Zánam cizozemský. xyxy=(518,618,634,631)
subheading: Meteorologická a magn. pozorování v Praze. xyxy=(1159,620,1375,632)
table-row xyxy=(72,1167,397,1179)
table-row xyxy=(72,1444,397,1455)
opera-title: AIDA. xyxy=(1238,985,1297,1007)
table-cell: 9.63 xyxy=(325,1318,346,1328)
table-cell xyxy=(236,1432,324,1444)
book-ad-line: Jediné, všemi dodatky, vysvětlivkami, abecedním a chronologickým rejstříkem opatřené vydání. xyxy=(1125,1308,1410,1335)
thanks-place: V Klecanech, 18. února 1884. xyxy=(1474,1171,1617,1182)
table-cell xyxy=(200,1329,235,1340)
article-text: — Na dobytčí trh přihnáno dnes jen 2851 kusů hrubého dobytka (— 200 naproti minulému týdnu). Ceny vystoupily tu a tam až o půl zl. na 1 m. ctu. xyxy=(72,529,397,570)
cupboard-text: pult, stoly, stolice a j. vesměs z dubu. Fr. X. Červený, Karlova ulice, Praha. xyxy=(1655,678,1785,734)
article-text: Z Vídně, 18. února. (Tel.) (Bursa na plodiny.) Pšenice na jaro 9·90 až 10·—. Pšenice na jaro 10·08 až 10·13. Pšenice na květen-červen 10·20 až 10·30. xyxy=(72,1485,397,1526)
table-row xyxy=(72,1260,397,1271)
article-text: a. Z Říma, 18. února. Armada slavných dívů bylo dnes ráno vyhlášeno. Královský pár navštívil raněné. Policie zatkla několik podezřelých osob, o nichž se praví, že patří k tajnému spolku. Vláda zahájila vyšetřování o atentátu, jenž byl namířen proti představiteli armády. O 3. hodině byl vojsko rozestaveno a opatření proti dalším podobným činům zahájena. xyxy=(755,896,1081,994)
lease-text: Selská usedlost v bývalém kraji táborském ležící, s pozemky ve výměře 70 jiter, pronajme se podle vzájemného dohodnutí se od 1. dubna neb 1. května 1884 počínaje, na dobu 6—12 let. xyxy=(1450,842,1808,883)
table-cell: Pražská železářská xyxy=(73,1410,122,1432)
article-text: Chystaná a pravidla přes půl léta slibovaná decentralisace drah ve správě státní převzatých scvrkla se, jak známo, na sdělení pouhého organisačního statutu pro dráhy sestátněné. Jak včera jsme již telegraficky oznámili, jest zmíněný statut do podrobna vypracován a dotyčný ministerský organ schválen, takže jakmile dostane se mu formálního příjmutí a např. ministerského, bude prý ihned předložen k sankci císařské. Současně s prohlášením nového statutu bude prý jmenován ředitelem Císařské dráhy Czedik tajným radou. O podstatě statutu zachovávají oficiosové hluboké tajemství a to s důkladností až směšnou. xyxy=(72,620,397,775)
table-cell: Italské bank. xyxy=(237,1364,297,1374)
book-ad xyxy=(1097,1178,1438,1345)
table-cell: 182.05 xyxy=(364,1179,396,1190)
table-cell: 1.21 xyxy=(364,1375,384,1385)
